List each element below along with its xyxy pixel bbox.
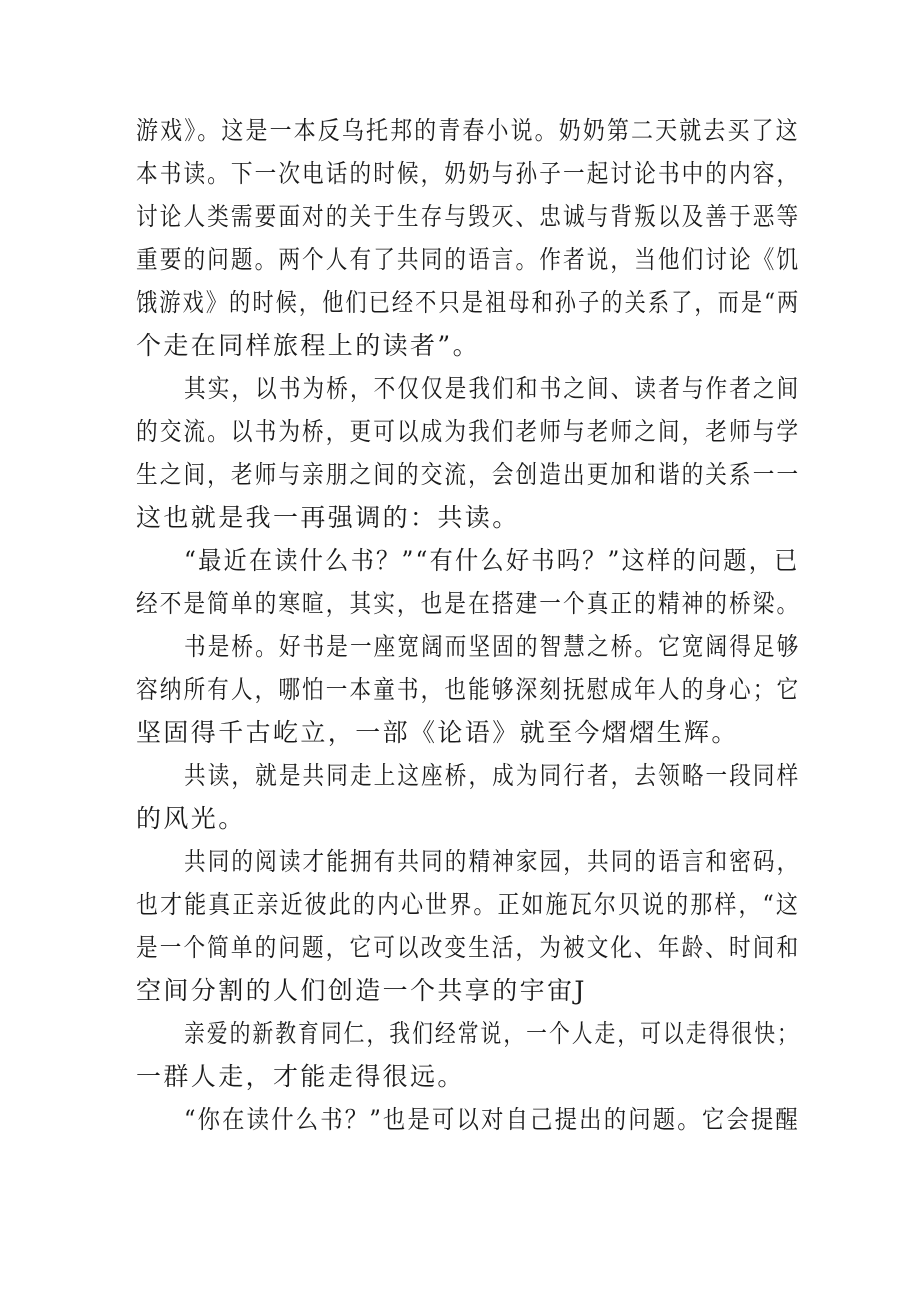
text-line: 游戏》。这是一本反乌托邦的青春小说。奶奶第二天就去买了这 [136,116,800,145]
text-line: 空间分割的人们创造一个共享的宇宙J [136,976,587,1005]
text-line: 这也就是我一再强调的：共读。 [136,503,520,532]
paragraph-first-line: 共读，就是共同走上这座桥，成为同行者，去领略一段同样 [184,761,801,790]
paragraph-first-line: “你在读什么书？”也是可以对自己提出的问题。它会提醒 [184,1105,800,1134]
text-line: 重要的问题。两个人有了共同的语言。作者说，当他们讨论《饥 [136,245,801,274]
text-line: 生之间，老师与亲朋之间的交流，会创造出更加和谐的关系一一 [136,460,801,489]
text-line: 讨论人类需要面对的关于生存与毁灭、忠诚与背叛以及善于恶等 [136,202,801,231]
text-line: 饿游戏》的时候，他们已经不只是祖母和孙子的关系了，而是“两 [136,288,801,317]
paragraph-first-line: 其实，以书为桥，不仅仅是我们和书之间、读者与作者之间 [184,374,801,403]
text-line: 的交流。以书为桥，更可以成为我们老师与老师之间，老师与学 [136,417,801,446]
text-line: 也才能真正亲近彼此的内心世界。正如施瓦尔贝说的那样，“这 [136,890,800,919]
text-line: 坚固得千古屹立，一部《论语》就至今熠熠生辉。 [136,718,739,747]
text-line: 本书读。下一次电话的时候，奶奶与孙子一起讨论书中的内容， [136,159,801,188]
text-line: 容纳所有人，哪怕一本童书，也能够深刻抚慰成年人的身心；它 [136,675,801,704]
paragraph-first-line: 共同的阅读才能拥有共同的精神家园，共同的语言和密码， [184,847,801,876]
paragraph-first-line: 书是桥。好书是一座宽阔而坚固的智慧之桥。它宽阔得足够 [184,632,801,661]
text-line: 是一个简单的问题，它可以改变生活，为被文化、年龄、时间和 [136,933,801,962]
text-line: 一群人走，才能走得很远。 [136,1062,465,1091]
paragraph-first-line: 亲爱的新教育同仁，我们经常说，一个人走，可以走得很快； [184,1019,800,1048]
text-line: 的风光。 [136,804,246,833]
paragraph-first-line: “最近在读什么书？”“有什么好书吗？”这样的问题，已 [184,546,800,575]
text-line: 个走在同样旅程上的读者”。 [136,331,480,360]
text-line: 经不是简单的寒暄，其实，也是在搭建一个真正的精神的桥梁。 [136,589,801,618]
